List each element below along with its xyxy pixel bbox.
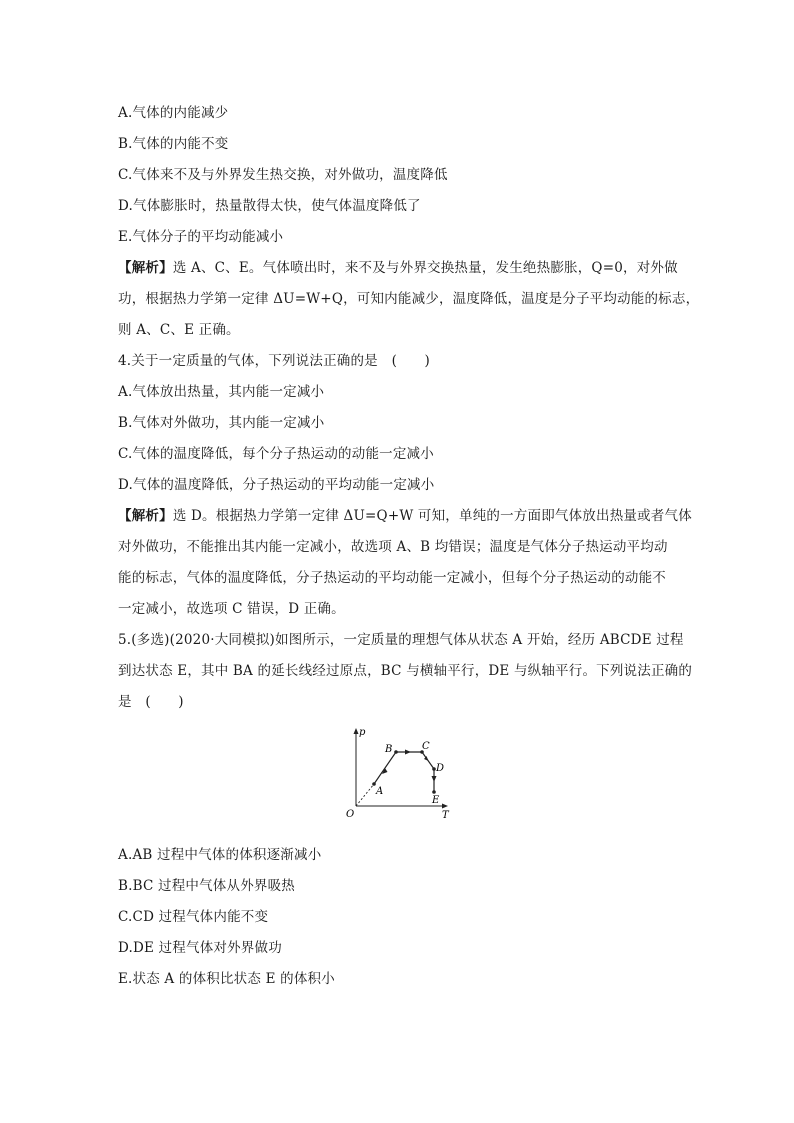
question-5 <box>118 625 693 995</box>
point-e <box>432 790 436 794</box>
point-d-label: D <box>436 763 445 774</box>
question-4 <box>118 346 688 501</box>
t-axis-label: T <box>442 810 449 821</box>
q4-option-b: B.气体对外做功，其内能一定减小 <box>118 415 325 431</box>
q3-analysis <box>118 253 700 346</box>
q5-option-c: C.CD 过程气体内能不变 <box>118 909 269 925</box>
p-axis-arrow-icon <box>354 728 359 734</box>
origin-label: O <box>346 809 355 820</box>
q5-stem-line-1: 5.(多选)(2020·大同模拟)如图所示，一定质量的理想气体从状态 A 开始，经历 ABCDE 过程 <box>118 632 684 648</box>
pt-diagram <box>118 724 688 834</box>
q3-option-b: B.气体的内能不变 <box>118 136 229 152</box>
bc-arrow-icon <box>405 750 411 755</box>
q4-option-c: C.气体的温度降低，每个分子热运动的动能一定减小 <box>118 446 434 462</box>
analysis-tag: 【解析】 <box>118 260 173 276</box>
point-b-label: B <box>385 744 393 755</box>
q5-option-a: A.AB 过程中气体的体积逐渐减小 <box>118 847 322 863</box>
point-b <box>394 750 398 754</box>
ba-extension-dashed <box>356 784 374 806</box>
q3-option-a: A.气体的内能减少 <box>118 105 229 121</box>
q4-option-a: A.气体放出热量，其内能一定减小 <box>118 384 325 400</box>
q3-analysis-line-1: 选 A、C、E。气体喷出时，来不及与外界交换热量，发生绝热膨胀，Q=0，对外做 <box>172 260 678 276</box>
q5-stem-line-3: 是 ( ) <box>118 694 184 710</box>
document-page <box>118 98 700 995</box>
q3-option-e: E.气体分子的平均动能减小 <box>118 229 284 245</box>
q4-analysis-line-4: 一定减小，故选项 C 错误，D 正确。 <box>118 601 345 617</box>
q4-option-d: D.气体的温度降低，分子热运动的平均动能一定减小 <box>118 477 435 493</box>
q4-analysis-line-2: 对外做功，不能推出其内能一定减小，故选项 A、B 均错误；温度是气体分子热运动平均动 <box>118 539 668 555</box>
point-c-label: C <box>422 741 430 752</box>
p-axis-label: p <box>359 727 366 738</box>
de-arrow-icon <box>432 776 437 782</box>
q4-analysis-line-1: 选 D。根据热力学第一定律 ΔU=Q+W 可知，单纯的一方面即气体放出热量或者气体 <box>172 508 692 524</box>
q5-stem-line-2: 到达状态 E，其中 BA 的延长线经过原点，BC 与横轴平行，DE 与纵轴平行。下列说法正确的 <box>118 663 693 679</box>
q3-options <box>118 98 688 253</box>
pt-diagram-svg <box>338 724 458 824</box>
q3-analysis-line-3: 则 A、C、E 正确。 <box>118 322 240 338</box>
t-axis-arrow-icon <box>442 804 448 809</box>
point-a-label: A <box>376 786 384 797</box>
q5-option-e: E.状态 A 的体积比状态 E 的体积小 <box>118 971 335 987</box>
q4-analysis-line-3: 能的标志，气体的温度降低，分子热运动的平均动能一定减小，但每个分子热运动的动能不 <box>118 570 666 586</box>
q4-stem: 4.关于一定质量的气体，下列说法正确的是 ( ) <box>118 353 430 369</box>
point-e-label: E <box>432 795 440 806</box>
q3-option-c: C.气体来不及与外界发生热交换，对外做功，温度降低 <box>118 167 448 183</box>
analysis-tag: 【解析】 <box>118 508 173 524</box>
q5-option-b: B.BC 过程中气体从外界吸热 <box>118 878 296 894</box>
q5-option-d: D.DE 过程气体对外界做功 <box>118 940 282 956</box>
q3-option-d: D.气体膨胀时，热量散得太快，使气体温度降低了 <box>118 198 421 214</box>
q4-analysis <box>118 501 692 625</box>
q3-analysis-line-2: 功，根据热力学第一定律 ΔU=W+Q，可知内能减少，温度降低，温度是分子平均动能的标志， <box>118 291 700 307</box>
